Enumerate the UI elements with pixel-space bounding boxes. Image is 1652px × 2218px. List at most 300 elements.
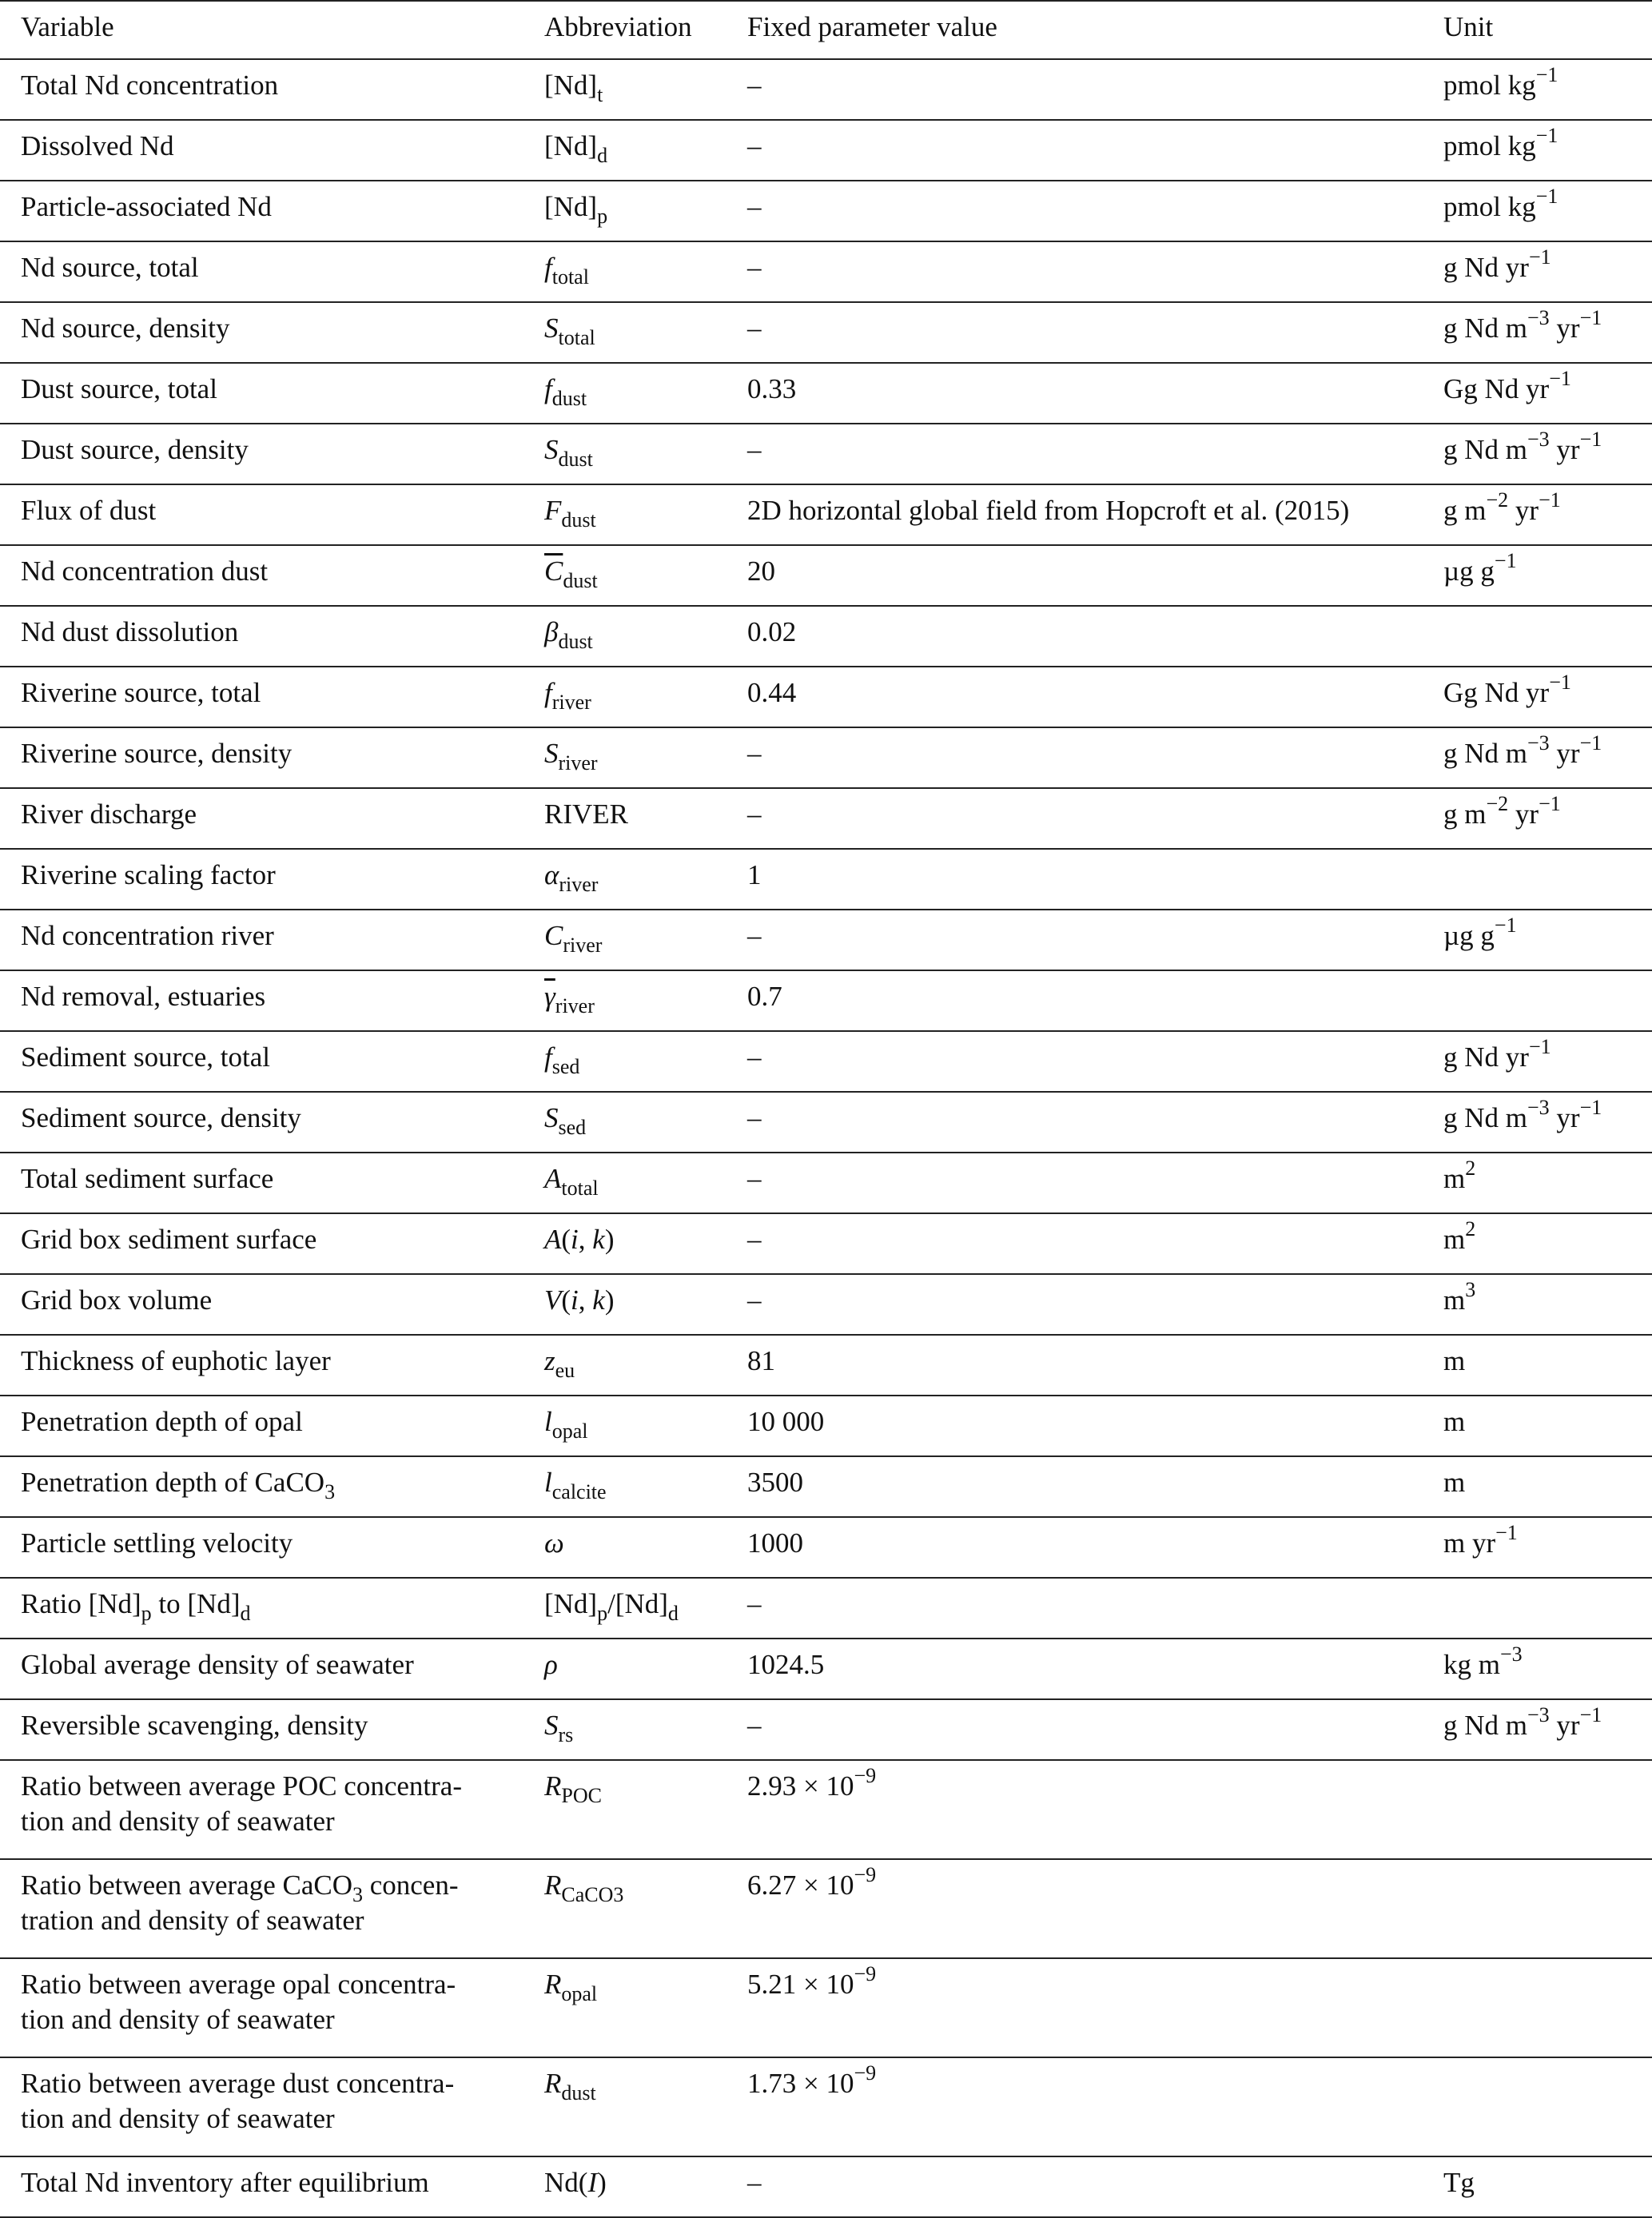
text-segment: dust <box>561 508 596 532</box>
table-row <box>0 1578 1652 1639</box>
abbreviation-cell <box>544 1031 747 1092</box>
fixed-value-cell <box>747 606 1443 667</box>
text-segment: m <box>1443 1467 1466 1498</box>
abbreviation-cell <box>544 1213 747 1274</box>
text-segment: 1000 <box>747 1527 803 1559</box>
table-row <box>0 788 1652 849</box>
text-segment: −3 <box>1527 428 1550 451</box>
unit-cell <box>1443 1639 1652 1699</box>
text-segment: f <box>544 677 552 708</box>
text-segment: −3 <box>1499 1643 1523 1666</box>
unit-cell <box>1443 120 1652 181</box>
text-segment: −3 <box>1527 731 1550 755</box>
text-segment: 3500 <box>747 1467 803 1498</box>
text-segment: 2D horizontal global field from Hopcroft et al. (2015) <box>747 495 1350 526</box>
text-segment: Particle settling velocity <box>21 1527 293 1559</box>
text-segment: −9 <box>854 1863 877 1886</box>
variable-cell <box>0 1213 544 1274</box>
unit-cell <box>1443 181 1652 241</box>
text-segment: Riverine source, total <box>21 677 261 708</box>
text-segment: ) <box>604 1284 615 1316</box>
fixed-value-cell <box>747 484 1443 545</box>
variable-cell <box>0 788 544 849</box>
text-segment: −3 <box>1527 1096 1550 1119</box>
text-segment: A <box>544 1163 562 1194</box>
abbreviation-cell <box>544 241 747 302</box>
text-segment: m <box>1443 1163 1466 1194</box>
table-row <box>0 302 1652 363</box>
table-row <box>0 667 1652 727</box>
text-segment: , <box>578 1224 593 1255</box>
text-segment: −1 <box>1494 549 1517 572</box>
text-segment: yr <box>1508 495 1539 526</box>
text-segment: S <box>544 1710 559 1741</box>
table-row <box>0 363 1652 424</box>
text-segment: S <box>544 313 559 344</box>
fixed-value-cell <box>747 1517 1443 1578</box>
text-segment: l <box>544 1467 552 1498</box>
text-segment: – <box>747 738 762 769</box>
text-segment: R <box>544 2068 562 2099</box>
text-segment: 2.93 × 10 <box>747 1770 854 1802</box>
variable-cell <box>0 302 544 363</box>
table-row <box>0 1456 1652 1517</box>
text-segment: – <box>747 1041 762 1073</box>
fixed-value-cell <box>747 1578 1443 1639</box>
text-segment: rs <box>558 1723 574 1746</box>
abbreviation-cell <box>544 2057 747 2156</box>
abbreviation-cell <box>544 1958 747 2057</box>
text-segment: sed <box>558 1116 587 1139</box>
text-segment: A <box>544 1224 562 1255</box>
unit-cell <box>1443 606 1652 667</box>
text-segment: 1024.5 <box>747 1649 825 1680</box>
text-segment: river <box>559 873 599 896</box>
text-segment: [Nd] <box>544 70 598 101</box>
text-segment: yr <box>1549 313 1580 344</box>
unit-cell <box>1443 970 1652 1031</box>
variable-cell <box>0 2057 544 2156</box>
text-segment: g Nd yr <box>1443 1041 1529 1073</box>
abbreviation-cell <box>544 1092 747 1153</box>
variable-cell <box>0 545 544 606</box>
text-segment: 0.44 <box>747 677 797 708</box>
table-row <box>0 910 1652 970</box>
unit-cell <box>1443 1578 1652 1639</box>
text-segment: river <box>555 994 595 1017</box>
text-segment: Total Nd inventory after equilibrium <box>21 2167 429 2198</box>
text-segment: m <box>1443 1284 1466 1316</box>
header-unit: Unit <box>1443 1 1652 59</box>
text-segment: /[Nd] <box>607 1588 668 1619</box>
text-segment: opal <box>561 1982 598 2005</box>
table-row <box>0 424 1652 484</box>
text-segment: Total sediment surface <box>21 1163 274 1194</box>
text-segment: Nd( <box>544 2167 588 2198</box>
text-segment: I <box>587 2167 598 2198</box>
table-row <box>0 1092 1652 1153</box>
text-segment: −1 <box>1579 731 1602 755</box>
text-segment: RIVER <box>544 798 628 830</box>
fixed-value-cell <box>747 59 1443 120</box>
fixed-value-cell <box>747 788 1443 849</box>
text-segment: Nd source, total <box>21 252 199 283</box>
text-segment: $\overline{\gamma}$ <box>544 981 555 1012</box>
text-segment: g Nd m <box>1443 434 1527 465</box>
text-segment: – <box>747 1102 762 1133</box>
text-segment: Riverine source, density <box>21 738 293 769</box>
text-segment: m <box>1443 1224 1466 1255</box>
variable-cell <box>0 606 544 667</box>
fixed-value-cell <box>747 1396 1443 1456</box>
text-segment: concen- tration and density of seawater <box>21 1870 459 1936</box>
text-segment: m <box>1443 1345 1466 1376</box>
text-segment: Penetration depth of opal <box>21 1406 303 1437</box>
text-segment: , <box>578 1284 593 1316</box>
text-segment: k <box>592 1224 605 1255</box>
text-segment: Sediment source, total <box>21 1041 271 1073</box>
variable-cell <box>0 1153 544 1213</box>
table-row <box>0 2156 1652 2217</box>
text-segment: ω <box>544 1527 564 1559</box>
unit-cell <box>1443 788 1652 849</box>
text-segment: g Nd yr <box>1443 252 1529 283</box>
variable-cell <box>0 1396 544 1456</box>
text-segment: 3 <box>324 1480 336 1503</box>
text-segment: – <box>747 252 762 283</box>
text-segment: – <box>747 313 762 344</box>
table-row <box>0 1859 1652 1958</box>
text-segment: p <box>141 1602 152 1625</box>
text-segment: −1 <box>1494 914 1517 937</box>
text-segment: 6.27 × 10 <box>747 1870 854 1901</box>
text-segment: Grid box sediment surface <box>21 1224 317 1255</box>
abbreviation-cell <box>544 484 747 545</box>
text-segment: – <box>747 2167 762 2198</box>
text-segment: g Nd m <box>1443 1102 1527 1133</box>
text-segment: −1 <box>1579 1096 1602 1119</box>
unit-cell <box>1443 849 1652 910</box>
variable-cell <box>0 1456 544 1517</box>
abbreviation-cell <box>544 606 747 667</box>
table-row <box>0 1274 1652 1335</box>
text-segment: Global average density of seawater <box>21 1649 414 1680</box>
text-segment: Riverine scaling factor <box>21 859 276 890</box>
header-abbreviation: Abbreviation <box>544 1 747 59</box>
unit-cell <box>1443 667 1652 727</box>
text-segment: kg m <box>1443 1649 1500 1680</box>
text-segment: Nd concentration river <box>21 920 274 951</box>
fixed-value-cell <box>747 1760 1443 1859</box>
text-segment: −3 <box>1527 1703 1550 1726</box>
abbreviation-cell <box>544 788 747 849</box>
variable-cell <box>0 424 544 484</box>
variable-cell <box>0 1092 544 1153</box>
text-segment: i <box>571 1224 579 1255</box>
unit-cell <box>1443 1274 1652 1335</box>
unit-cell <box>1443 1092 1652 1153</box>
text-segment: R <box>544 1969 562 2000</box>
unit-cell <box>1443 424 1652 484</box>
fixed-value-cell <box>747 424 1443 484</box>
text-segment: R <box>544 1870 562 1901</box>
text-segment: $\overline{C}$ <box>544 555 563 587</box>
text-segment: −1 <box>1539 792 1561 815</box>
fixed-value-cell <box>747 120 1443 181</box>
text-segment: 20 <box>747 555 775 587</box>
unit-cell <box>1443 2156 1652 2217</box>
fixed-value-cell <box>747 1153 1443 1213</box>
text-segment: −1 <box>1528 245 1551 269</box>
text-segment: Ratio between average POC concentra- tion and density of seawater <box>21 1770 462 1837</box>
text-segment: C <box>544 920 563 951</box>
text-segment: Reversible scavenging, density <box>21 1710 368 1741</box>
fixed-value-cell <box>747 2156 1443 2217</box>
text-segment: opal <box>551 1420 588 1443</box>
text-segment: d <box>240 1602 251 1625</box>
text-segment: dust <box>558 448 593 471</box>
text-segment: total <box>551 265 589 289</box>
fixed-value-cell <box>747 1092 1443 1153</box>
text-segment: yr <box>1549 1102 1580 1133</box>
text-segment: pmol kg <box>1443 191 1536 222</box>
fixed-value-cell <box>747 241 1443 302</box>
text-segment: −1 <box>1495 1521 1518 1544</box>
text-segment: −1 <box>1579 306 1602 329</box>
variable-cell <box>0 1859 544 1958</box>
text-segment: river <box>563 934 603 957</box>
text-segment: pmol kg <box>1443 130 1536 161</box>
table-row <box>0 545 1652 606</box>
text-segment: f <box>544 373 552 404</box>
abbreviation-cell <box>544 727 747 788</box>
text-segment: [Nd] <box>544 191 598 222</box>
table-row <box>0 606 1652 667</box>
table-row <box>0 1639 1652 1699</box>
text-segment: g m <box>1443 495 1487 526</box>
text-segment: ρ <box>544 1649 558 1680</box>
abbreviation-cell <box>544 1760 747 1859</box>
variable-cell <box>0 1760 544 1859</box>
unit-cell <box>1443 1760 1652 1859</box>
unit-cell <box>1443 1958 1652 2057</box>
text-segment: −2 <box>1486 488 1509 512</box>
variable-cell <box>0 181 544 241</box>
text-segment: −1 <box>1535 124 1558 147</box>
text-segment: ( <box>561 1224 571 1255</box>
fixed-value-cell <box>747 1958 1443 2057</box>
text-segment: Ratio [Nd] <box>21 1588 141 1619</box>
fixed-value-cell <box>747 970 1443 1031</box>
text-segment: – <box>747 798 762 830</box>
fixed-value-cell <box>747 1031 1443 1092</box>
table-body <box>0 59 1652 2217</box>
unit-cell <box>1443 302 1652 363</box>
text-segment: yr <box>1549 1710 1580 1741</box>
text-segment: −1 <box>1528 1035 1551 1058</box>
table-row <box>0 970 1652 1031</box>
text-segment: −9 <box>854 2061 877 2085</box>
unit-cell <box>1443 910 1652 970</box>
text-segment: 3 <box>1465 1278 1476 1301</box>
text-segment: – <box>747 130 762 161</box>
text-segment: l <box>544 1406 552 1437</box>
text-segment: p <box>597 1602 608 1625</box>
text-segment: yr <box>1508 798 1539 830</box>
text-segment: β <box>544 616 559 647</box>
text-segment: S <box>544 738 559 769</box>
text-segment: −1 <box>1535 185 1558 208</box>
text-segment: 0.7 <box>747 981 782 1012</box>
variable-cell <box>0 970 544 1031</box>
unit-cell <box>1443 59 1652 120</box>
unit-cell <box>1443 1396 1652 1456</box>
unit-cell <box>1443 1699 1652 1760</box>
text-segment: −1 <box>1535 63 1558 86</box>
unit-cell <box>1443 484 1652 545</box>
text-segment: – <box>747 920 762 951</box>
text-segment: – <box>747 1588 762 1619</box>
table-row <box>0 849 1652 910</box>
text-segment: calcite <box>551 1480 607 1503</box>
variable-cell <box>0 1699 544 1760</box>
abbreviation-cell <box>544 1153 747 1213</box>
table-row <box>0 1213 1652 1274</box>
fixed-value-cell <box>747 2057 1443 2156</box>
text-segment: f <box>544 1041 552 1073</box>
text-segment: Tg <box>1443 2167 1475 2198</box>
text-segment: m yr <box>1443 1527 1496 1559</box>
text-segment: river <box>551 691 591 714</box>
variable-cell <box>0 1274 544 1335</box>
unit-cell <box>1443 1517 1652 1578</box>
text-segment: 3 <box>613 1883 624 1906</box>
text-segment: g Nd m <box>1443 738 1527 769</box>
table-row <box>0 1760 1652 1859</box>
text-segment: 0.33 <box>747 373 797 404</box>
text-segment: F <box>544 495 562 526</box>
text-segment: S <box>544 434 559 465</box>
variable-cell <box>0 910 544 970</box>
table-row <box>0 1517 1652 1578</box>
abbreviation-cell <box>544 59 747 120</box>
variable-cell <box>0 727 544 788</box>
text-segment: 5.21 × 10 <box>747 1969 854 2000</box>
abbreviation-cell <box>544 1274 747 1335</box>
abbreviation-cell <box>544 545 747 606</box>
text-segment: Thickness of euphotic layer <box>21 1345 331 1376</box>
text-segment: z <box>544 1345 555 1376</box>
text-segment: – <box>747 70 762 101</box>
fixed-value-cell <box>747 363 1443 424</box>
text-segment: CaCO <box>561 1883 614 1906</box>
text-segment: m <box>1443 1406 1466 1437</box>
fixed-value-cell <box>747 302 1443 363</box>
text-segment: Dust source, total <box>21 373 217 404</box>
text-segment: ) <box>597 2167 607 2198</box>
text-segment: Ratio between average opal concentra- tion and density of seawater <box>21 1969 456 2035</box>
text-segment: Dust source, density <box>21 434 249 465</box>
fixed-value-cell <box>747 1456 1443 1517</box>
variable-cell <box>0 667 544 727</box>
text-segment: Dissolved Nd <box>21 130 174 161</box>
table-row <box>0 1396 1652 1456</box>
text-segment: – <box>747 1284 762 1316</box>
text-segment: Gg Nd yr <box>1443 677 1550 708</box>
text-segment: −2 <box>1486 792 1509 815</box>
text-segment: g Nd m <box>1443 1710 1527 1741</box>
text-segment: – <box>747 191 762 222</box>
table-row <box>0 1335 1652 1396</box>
unit-cell <box>1443 545 1652 606</box>
text-segment: dust <box>551 387 587 410</box>
variable-cell <box>0 363 544 424</box>
fixed-value-cell <box>747 667 1443 727</box>
variable-cell <box>0 241 544 302</box>
abbreviation-cell <box>544 910 747 970</box>
variable-cell <box>0 484 544 545</box>
fixed-value-cell <box>747 1213 1443 1274</box>
header-variable: Variable <box>0 1 544 59</box>
text-segment: 2 <box>1465 1217 1476 1240</box>
fixed-value-cell <box>747 1335 1443 1396</box>
unit-cell <box>1443 1031 1652 1092</box>
abbreviation-cell <box>544 1456 747 1517</box>
abbreviation-cell <box>544 1859 747 1958</box>
unit-cell <box>1443 241 1652 302</box>
text-segment: Total Nd concentration <box>21 70 279 101</box>
table-row <box>0 1699 1652 1760</box>
abbreviation-cell <box>544 302 747 363</box>
abbreviation-cell <box>544 1335 747 1396</box>
text-segment: dust <box>558 630 593 653</box>
variable-cell <box>0 1335 544 1396</box>
text-segment: Penetration depth of CaCO <box>21 1467 325 1498</box>
text-segment: −1 <box>1579 428 1602 451</box>
text-segment: total <box>561 1177 599 1200</box>
text-segment: Grid box volume <box>21 1284 213 1316</box>
text-segment: dust <box>563 569 598 592</box>
text-segment: i <box>571 1284 579 1316</box>
fixed-value-cell <box>747 1639 1443 1699</box>
abbreviation-cell <box>544 424 747 484</box>
text-segment: µg g <box>1443 920 1495 951</box>
text-segment: – <box>747 1710 762 1741</box>
unit-cell <box>1443 727 1652 788</box>
text-segment: ) <box>604 1224 615 1255</box>
text-segment: Nd concentration dust <box>21 555 269 587</box>
text-segment: Ratio between average dust concentra- tion and density of seawater <box>21 2068 455 2134</box>
header-fixed-value: Fixed parameter value <box>747 1 1443 59</box>
abbreviation-cell <box>544 970 747 1031</box>
text-segment: 1 <box>747 859 762 890</box>
text-segment: [Nd] <box>544 130 598 161</box>
header-row <box>0 1 1652 59</box>
text-segment: Sediment source, density <box>21 1102 301 1133</box>
text-segment: Flux of dust <box>21 495 157 526</box>
abbreviation-cell <box>544 181 747 241</box>
table-row <box>0 727 1652 788</box>
text-segment: −1 <box>1539 488 1561 512</box>
text-segment: – <box>747 1163 762 1194</box>
variable-cell <box>0 2156 544 2217</box>
text-segment: yr <box>1549 434 1580 465</box>
text-segment: Nd source, density <box>21 313 230 344</box>
fixed-value-cell <box>747 1274 1443 1335</box>
abbreviation-cell <box>544 667 747 727</box>
text-segment: µg g <box>1443 555 1495 587</box>
abbreviation-cell <box>544 2156 747 2217</box>
